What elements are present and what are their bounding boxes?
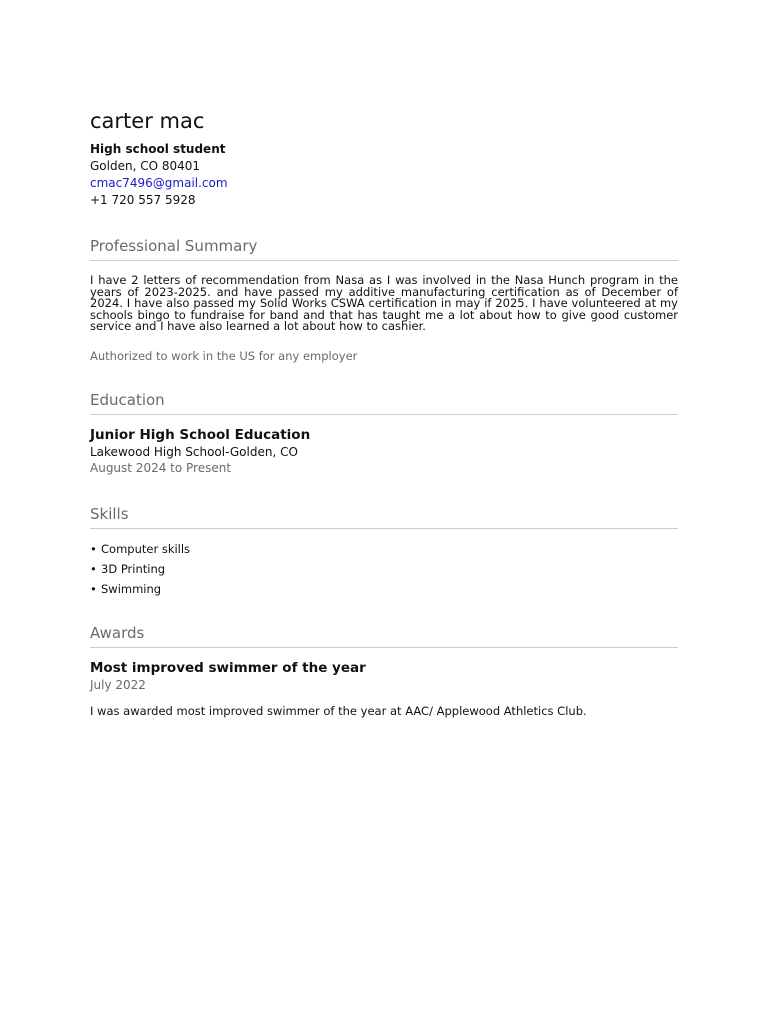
summary-section-title: Professional Summary: [90, 236, 678, 261]
summary-section: [90, 236, 678, 364]
award-description: I was awarded most improved swimmer of the year at AAC/ Applewood Athletics Club.: [90, 703, 587, 718]
candidate-email-link[interactable]: cmac7496@gmail.com: [90, 176, 228, 190]
candidate-headline: High school student: [90, 142, 226, 156]
award-item: [90, 659, 678, 719]
bullet-icon: •: [90, 581, 97, 596]
candidate-name: carter mac: [90, 109, 205, 133]
bullet-icon: •: [90, 561, 97, 576]
education-item: [90, 426, 678, 477]
education-section: [90, 390, 678, 477]
award-date: July 2022: [90, 677, 146, 692]
skill-label: 3D Printing: [101, 561, 166, 576]
skills-section-title: Skills: [90, 504, 678, 529]
resume-header: [90, 108, 678, 209]
skills-section: [90, 504, 678, 599]
skill-label: Swimming: [101, 581, 162, 596]
candidate-location: Golden, CO 80401: [90, 159, 201, 173]
skills-list: [90, 539, 678, 599]
summary-text: I have 2 letters of recommendation from Nasa as I was involved in the Nasa Hunch program in the years of 2023-2025. and have passed my additive manufacturing certification as of December of 2024. I have also passed my Solid Works CSWA certification in may if 2025. I have volunteered at my schools bingo to fundraise for band and that has taught me a lot about how to give good customer service and I have also learned a lot about how to cashier.: [90, 273, 678, 333]
education-school: Lakewood High School-Golden, CO: [90, 444, 298, 459]
education-dates: August 2024 to Present: [90, 460, 232, 475]
list-item: [90, 579, 678, 599]
awards-section-title: Awards: [90, 623, 678, 648]
work-authorization: Authorized to work in the US for any employer: [90, 348, 358, 363]
list-item: [90, 539, 678, 559]
education-degree: Junior High School Education: [90, 426, 311, 443]
candidate-phone: +1 720 557 5928: [90, 193, 196, 207]
education-section-title: Education: [90, 390, 678, 415]
skill-label: Computer skills: [101, 541, 191, 556]
awards-section: [90, 623, 678, 719]
list-item: [90, 559, 678, 579]
bullet-icon: •: [90, 541, 97, 556]
award-name: Most improved swimmer of the year: [90, 659, 366, 676]
